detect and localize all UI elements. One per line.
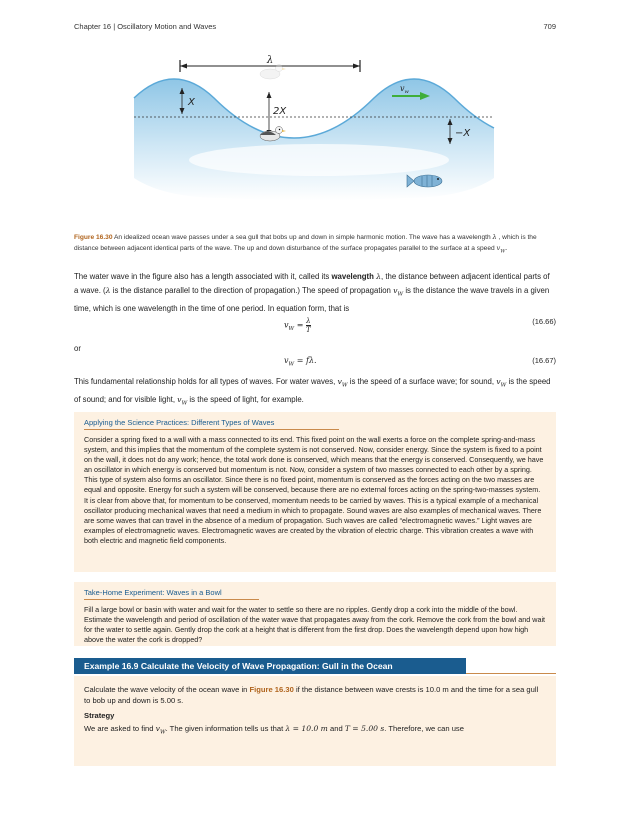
strategy-heading: Strategy [84, 711, 115, 720]
or-text: or [74, 344, 81, 353]
double-amplitude-label: 2X [273, 106, 287, 117]
equation-16-66: $v_W$ = $\frac{\lambda}{T}$ (16.66) [284, 317, 556, 334]
take-home-text: Fill a large bowl or basin with water and wait for the water to settle so there are no ripples. Gently drop a cork into the middle of the bowl. Estimate the wavelength and period of oscillation of the water wave that propagates away from the cork. Remove the cork from the bowl and wait for the water to settle again. Gently drop the cork at a height that is different from the first drop. Does the wavelength depend upon how high above the water the cork is dropped? [84, 605, 546, 645]
example-problem: Calculate the wave velocity of the ocean wave in Figure 16.30 if the distance between wave crests is 10.0 m and the time for a sea gull to bob up and down is 5.00 s. [84, 685, 539, 705]
figure-caption: Figure 16.30 An idealized ocean wave passes under a sea gull that bobs up and down in simple harmonic motion. The wave has a wavelength λ , which is the distance between adjacent identical parts of the wave. The up and down disturbance of the surface propagates parallel to the surface at a speed $v_W$. [74, 233, 537, 255]
science-practices-text: Consider a spring fixed to a wall with a mass connected to its end. This fixed point on the wall exerts a force on the complete spring-and-mass system, and this implies that the momentum of the complete system is not conserved. Now, consider energy. Since the system is fixed to a point on the wall, it does not do any work; hence, the total work done is conserved, which means that the energy is conserved. Consequently, we have an oscillator in which energy is conserved but momentum is not. Now, consider a system of two masses connected to each other by a spring. This type of system also forms an oscillator. Since there is no fixed point, momentum is conserved as the forces acting on the two masses are equal and opposite. Energy for such a system will be conserved, because there are no external forces acting on the spring-two-masses system. It is clear from above that, for momentum to be conserved, momentum needs to be carried by waves. This is a typical example of a mechanical oscillator producing mechanical waves that need a medium in which to propagate. Sound waves are also examples of mechanical waves. There are some waves that can travel in the absence of a medium of propagation. Such waves are called “electromagnetic waves.” Light waves are examples of electromagnetic waves. Electromagnetic waves are created by the vibration of electric charge. This vibration creates a wave with both electric and magnetic field components. [84, 435, 544, 545]
paragraph-wavelength: The water wave in the figure also has a length associated with it, called its wavelength λ, the distance between adjacent identical parts of a wave. (λ is the distance parallel to the direction of propagation.) The speed of propagation $v_W$ is the distance the wave travels in a given time, which is one wavelength in the time of one period. In equation form, that is [74, 272, 550, 313]
science-practices-box [74, 412, 556, 572]
example-title: Example 16.9 Calculate the Velocity of Wave Propagation: Gull in the Ocean [74, 658, 466, 674]
amplitude-top-label: X [188, 97, 195, 108]
example-box [74, 676, 556, 766]
equation-number: (16.66) [532, 317, 556, 326]
take-home-title: Take-Home Experiment: Waves in a Bowl [84, 588, 259, 600]
science-practices-title: Applying the Science Practices: Different Types of Waves [84, 418, 339, 430]
strategy-text: We are asked to find $v_W$. The given information tells us that λ = 10.0 m and T = 5.00 s. Therefore, we can use [84, 724, 464, 736]
paragraph-relationship: This fundamental relationship holds for all types of waves. For water waves, $v_W$ is the speed of a surface wave; for sound, $v_W$ is the speed of sound; and for visible light, $v_W$ is the speed of light, for example. [74, 377, 551, 407]
velocity-label: $v_w$ [400, 84, 409, 95]
wave-figure [74, 48, 556, 230]
take-home-box [74, 582, 556, 646]
gull-faded-icon [260, 65, 286, 80]
chapter-header: Chapter 16 | Oscillatory Motion and Waves [74, 22, 217, 31]
equation-16-67: $v_W = f\lambda$. (16.67) [284, 356, 556, 368]
figure-label: Figure 16.30 [74, 234, 113, 241]
water-highlight [189, 144, 449, 176]
wavelength-label: λ [266, 55, 274, 66]
equation-number: (16.67) [532, 356, 556, 365]
figure-reference-link[interactable]: Figure 16.30 [249, 685, 294, 694]
example-header [74, 658, 556, 674]
amplitude-bottom-label: −X [455, 128, 471, 139]
page-number: 709 [543, 22, 556, 31]
